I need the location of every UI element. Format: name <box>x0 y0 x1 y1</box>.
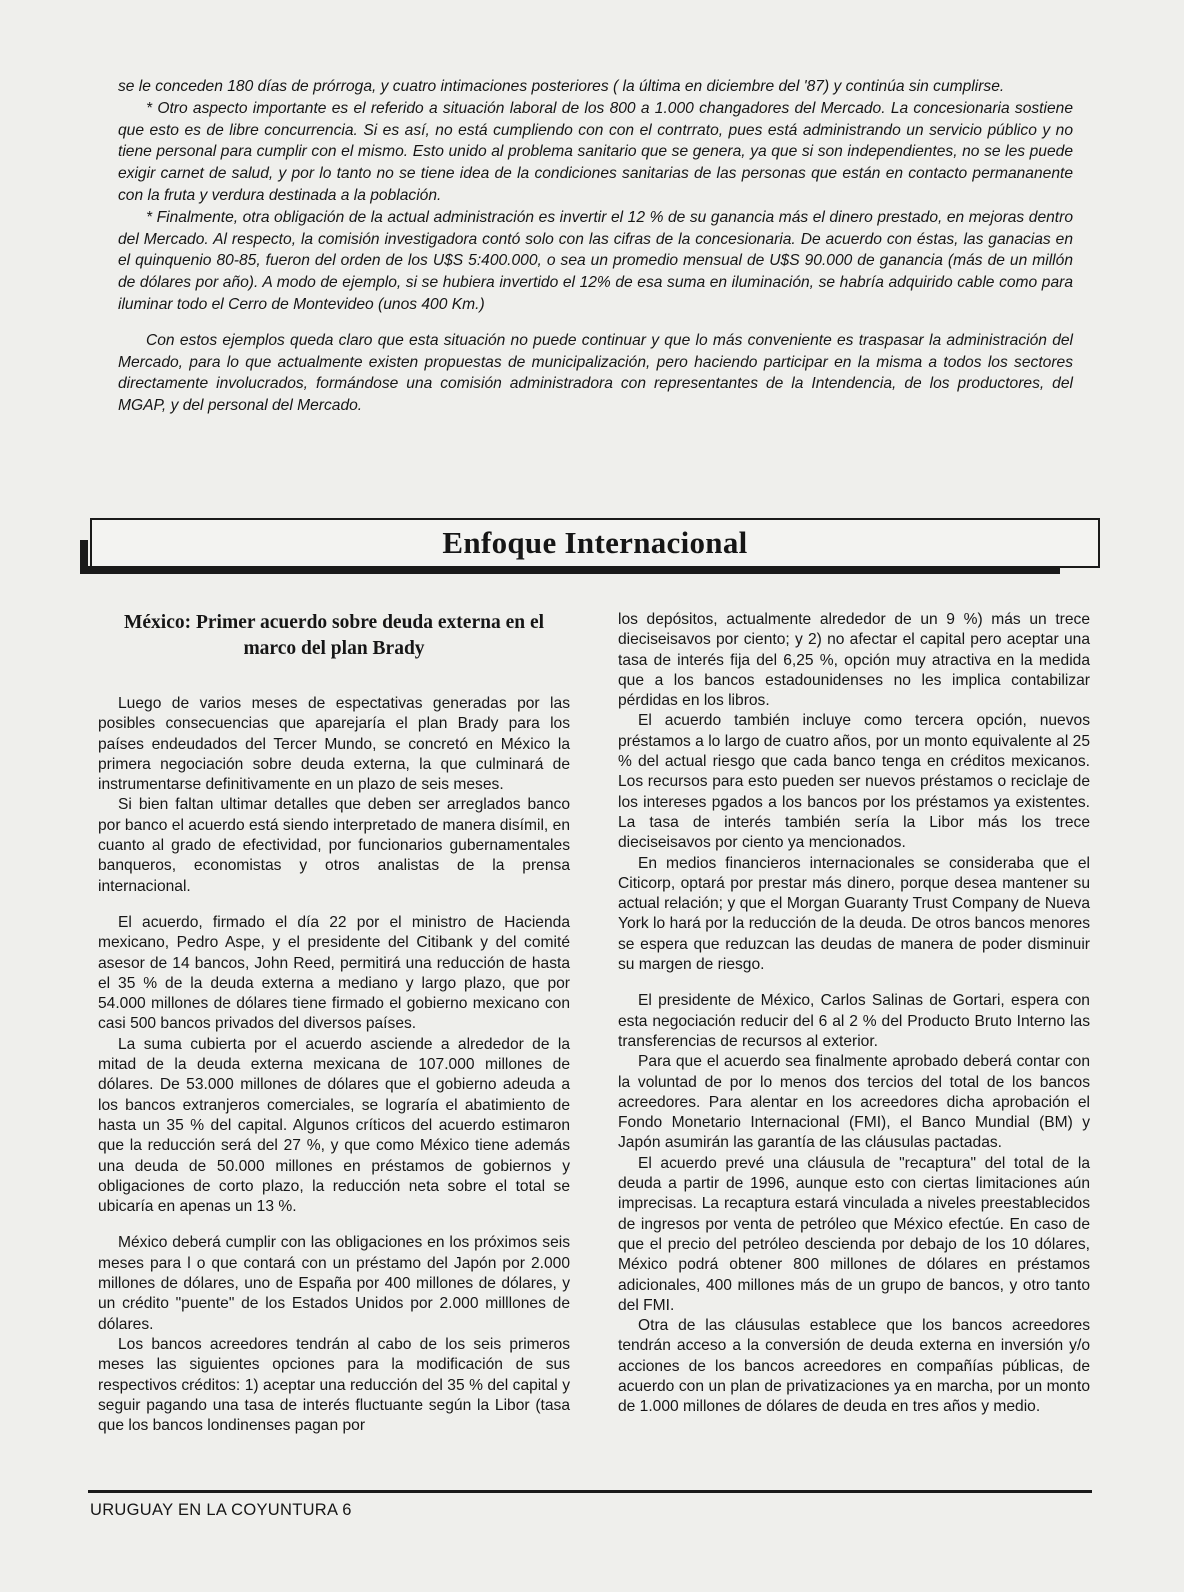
top-paragraph: * Finalmente, otra obligación de la actual administración es invertir el 12 % de su ganancia más el dinero prestado, en mejoras dentro del Mercado. Al respecto, la comisión investigadora contó solo con las cifras de la concesionaria. De acuerdo con éstas, las ganacias en el quinquenio 80-85, fueron del orden de los U$S 5:400.000, o sea un promedio mensual de U$S 90.000 de ganancia (más de un millón de dólares por año). A modo de ejemplo, si se hubiera invertido el 12% de esa suma en iluminación, se habría adquirido cable como para iluminar todo el Cerro de Montevideo (unos 400 Km.) <box>118 208 1073 313</box>
article-left-column <box>98 610 570 1436</box>
section-banner <box>90 518 1100 568</box>
top-continuation-text <box>118 76 1073 417</box>
section-title: Enfoque Internacional <box>442 525 748 560</box>
top-paragraph: * Otro aspecto importante es el referido a situación laboral de los 800 a 1.000 changadores del Mercado. La concesionaria sostiene que esto es de libre concurrencia. Si es así, no está cumpliendo con con el contrrato, pues está administrando un servicio público y no tiene personal para cumplir con el mismo. Esto unido al problema sanitario que se genera, ya que si son independientes, no se les puede exigir carnet de salud, y por lo tanto no se tiene idea de la condiciones sanitarias de las personas que están en contacto permananente con la fruta y verdura destinada a la población. <box>118 99 1073 204</box>
page-footer: URUGUAY EN LA COYUNTURA 6 <box>90 1501 352 1519</box>
article-paragraph: El acuerdo prevé una cláusula de "recaptura" del total de la deuda a partir de 1996, aunque esto con ciertas limitaciones aún imprecisas. La recaptura estará vinculada a niveles preestablecidos de ingresos por venta de petróleo que México efectúe. En caso de que el precio del petróleo descienda por debajo de los 10 dólares, México podrá obtener 800 millones de dólares en préstamos adicionales, 400 millones más de un grupo de bancos, y otro tanto del FMI. <box>618 1154 1090 1314</box>
top-paragraph: Con estos ejemplos queda claro que esta situación no puede continuar y que lo más conveniente es traspasar la administración del Mercado, para lo que actualmente existen propuestas de municipalización, pero haciendo participar en la misma a todos los sectores directamente involucrados, formándose una comisión administradora con representantes de la Intendencia, de los productores, del MGAP, y del personal del Mercado. <box>118 331 1073 415</box>
article-paragraph: Si bien faltan ultimar detalles que deben ser arreglados banco por banco el acuerdo está siendo interpretado de manera disímil, en cuanto al grado de efectividad, por funcionarios gubernamentales banqueros, economistas y otros analistas de la prensa internacional. <box>98 796 570 895</box>
article-right-column <box>618 610 1090 1418</box>
article-paragraph: los depósitos, actualmente alrededor de un 9 %) más un trece dieciseisavos por ciento; y 2) no afectar el capital pero aceptar una tasa de interés fija del 6,25 %, opción muy atractiva en la medida que a los bancos estadounidenses no les implica contabilizar pérdidas en los libros. <box>618 611 1090 710</box>
article-paragraph: El acuerdo también incluye como tercera opción, nuevos préstamos a lo largo de cuatro años, por un monto equivalente al 25 % del actual riesgo que cada banco tenga en créditos mexicanos. Los recursos para esto pueden ser nuevos préstamos o reciclaje de los intereses pgados a los bancos por los préstamos ya existentes. La tasa de interés también sería la Libor más los trece dieciseisavos por ciento ya mencionados. <box>618 712 1090 852</box>
article-paragraph: La suma cubierta por el acuerdo asciende a alrededor de la mitad de la deuda externa mexicana de 107.000 millones de dólares. De 53.000 millones de dólares que el gobierno adeuda a los bancos extranjeros comerciales, se lograría el abatimiento de hasta un 35 % del capital. Algunos críticos del acuerdo estimaron que la reducción será del 27 %, y que como México tiene además una deuda de 50.000 millones en préstamos de gobiernos y obligaciones de corto plazo, la reducción neta sobre el total se ubicaría en apenas un 13 %. <box>98 1035 570 1216</box>
article-paragraph: Otra de las cláusulas establece que los bancos acreedores tendrán acceso a la conversión de deuda externa en inversión y/o acciones de los bancos acreedores en compañías públicas, de acuerdo con un plan de privatizaciones ya en marcha, por un monto de 1.000 millones de dólares de deuda en tres años y medio. <box>618 1317 1090 1416</box>
article-paragraph: Para que el acuerdo sea finalmente aprobado deberá contar con la voluntad de por lo menos dos tercios del total de los bancos acreedores. Para alentar en los acreedores dicha aprobación el Fondo Monetario Internacional (FMI), el Banco Mundial (BM) y Japón asumirán las garantía de las cláusulas pactadas. <box>618 1053 1090 1152</box>
article-paragraph: Luego de varios meses de espectativas generadas por las posibles consecuencias que aparejaría el plan Brady para los países endeudados del Tercer Mundo, se concretó en México la primera negociación sobre deuda externa, la que culminará de instrumentarse definitivamente en un plazo de seis meses. <box>98 695 570 794</box>
top-paragraph: se le conceden 180 días de prórroga, y cuatro intimaciones posteriores ( la última en diciembre del '87) y continúa sin cumplirse. <box>118 78 1005 95</box>
article-paragraph: En medios financieros internacionales se consideraba que el Citicorp, optará por prestar más dinero, porque desea mantener su actual relación; y que el Morgan Guaranty Trust Company de Nueva York lo hará por la reducción de la deuda. De otros bancos menores se espera que reduzcan las deudas de manera de poder disminuir su margen de riesgo. <box>618 854 1090 974</box>
article-title: México: Primer acuerdo sobre deuda externa en el marco del plan Brady <box>123 612 545 659</box>
article-paragraph: Los bancos acreedores tendrán al cabo de los seis primeros meses las siguientes opciones para la modificación de sus respectivos créditos: 1) aceptar una reducción del 35 % del capital y seguir pagando una tasa de interés fluctuante según la Libor (tasa que los bancos londinenses pagan por <box>98 1335 570 1435</box>
footer-rule <box>88 1490 1092 1493</box>
article-paragraph: México deberá cumplir con las obligaciones en los próximos seis meses para l o que contará con un préstamo del Japón por 2.000 millones de dólares, uno de España por 400 millones de dólares, y un crédito "puente" de los Estados Unidos por 2.000 milllones de dólares. <box>98 1234 570 1333</box>
article-paragraph: El presidente de México, Carlos Salinas de Gortari, espera con esta negociación reducir del 6 al 2 % del Producto Bruto Interno las transferencias de recursos al exterior. <box>618 992 1090 1050</box>
article-paragraph: El acuerdo, firmado el día 22 por el ministro de Hacienda mexicano, Pedro Aspe, y el presidente del Citibank y del comité asesor de 14 bancos, John Reed, permitirá una reducción de hasta el 35 % de la deuda externa a mediano y largo plazo, que por 54.000 millones de dólares tiene firmado el gobierno mexicano con casi 500 bancos privados del diversos países. <box>98 913 570 1033</box>
